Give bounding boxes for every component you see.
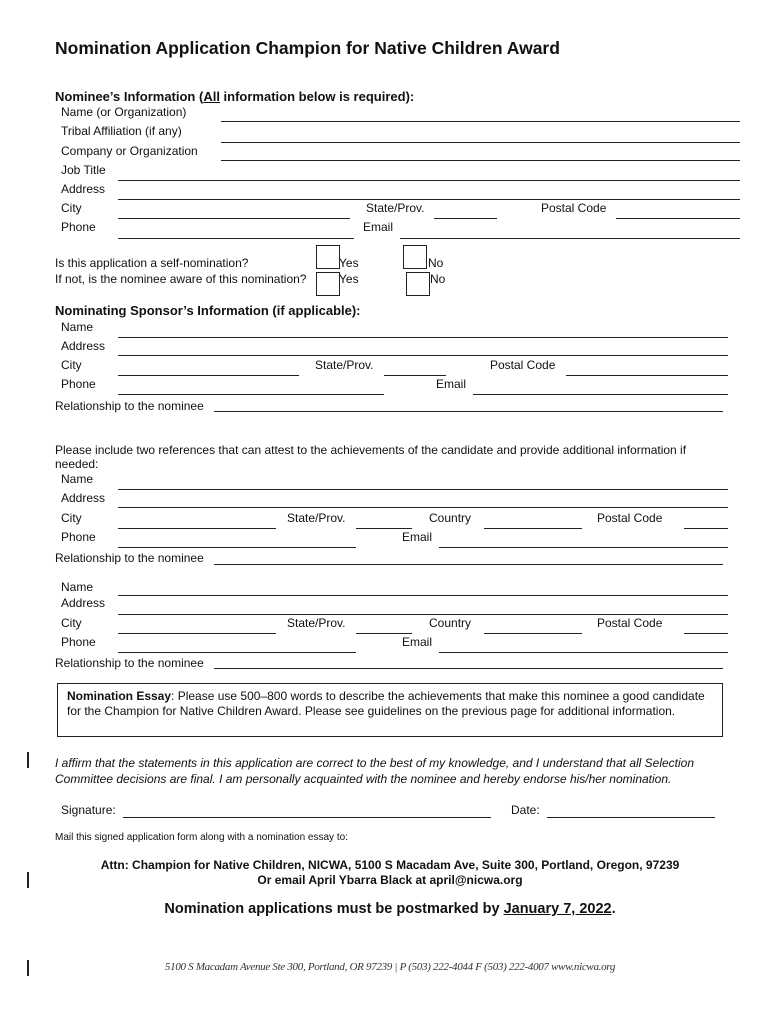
ref1-country-label: Country: [429, 511, 472, 525]
ref1-city-field[interactable]: [118, 528, 276, 529]
nominee-address-label: Address: [61, 182, 106, 196]
ref1-name-label: Name: [61, 472, 94, 486]
self-nomination-yes-label: Yes: [339, 256, 359, 270]
ref1-relationship-field[interactable]: [214, 564, 723, 565]
sponsor-name-field[interactable]: [118, 337, 728, 338]
sponsor-name-label: Name: [61, 320, 94, 334]
ref2-state-field[interactable]: [356, 633, 412, 634]
ref1-postal-field[interactable]: [684, 528, 728, 529]
essay-text: : Please use 500–800 words to describe the achievements that make this nominee a good candidate for the Champion for Native Children Award. Please see guidelines on the previous page for additional information.: [67, 689, 705, 718]
ref1-email-field[interactable]: [439, 547, 728, 548]
sponsor-city-field[interactable]: [118, 375, 299, 376]
sponsor-relationship-field[interactable]: [214, 411, 723, 412]
email-line: Or email April Ybarra Black at april@nicwa.org: [257, 873, 523, 887]
page-title: Nomination Application Champion for Native Children Award: [55, 38, 560, 58]
ref1-city-label: City: [61, 511, 82, 525]
date-label: Date:: [511, 803, 540, 817]
footer-contact: 5100 S Macadam Avenue Ste 300, Portland, OR 97239 | P (503) 222-4044 F (503) 222-4007 www.nicwa.org: [164, 961, 616, 973]
sponsor-state-label: State/Prov.: [315, 358, 374, 372]
self-nomination-no-label: No: [428, 256, 444, 270]
nominee-tribal-label: Tribal Affiliation (if any): [61, 124, 182, 138]
nominee-name-label: Name (or Organization): [61, 105, 187, 119]
sponsor-email-field[interactable]: [473, 394, 728, 395]
ref1-phone-field[interactable]: [118, 547, 356, 548]
nominee-job-field[interactable]: [118, 180, 740, 181]
ref2-name-label: Name: [61, 580, 94, 594]
ref1-phone-label: Phone: [61, 530, 96, 544]
margin-mark: [27, 960, 29, 976]
nominee-email-field[interactable]: [400, 238, 740, 239]
ref2-country-field[interactable]: [484, 633, 582, 634]
sponsor-postal-field[interactable]: [566, 375, 728, 376]
nominee-aware-yes-label: Yes: [339, 272, 359, 286]
self-nomination-question: Is this application a self-nomination?: [55, 256, 249, 270]
signature-field[interactable]: [123, 817, 491, 818]
ref1-country-field[interactable]: [484, 528, 582, 529]
ref2-address-label: Address: [61, 596, 106, 610]
sponsor-postal-label: Postal Code: [490, 358, 556, 372]
nominee-aware-no-checkbox[interactable]: [406, 272, 430, 296]
self-nomination-yes-checkbox[interactable]: [316, 245, 340, 269]
nominee-phone-field[interactable]: [118, 238, 354, 239]
nominee-city-field[interactable]: [118, 218, 350, 219]
mail-note: Mail this signed application form along with a nomination essay to:: [55, 832, 348, 843]
ref2-relationship-field[interactable]: [214, 668, 723, 669]
ref1-email-label: Email: [402, 530, 433, 544]
nominee-phone-label: Phone: [61, 220, 96, 234]
margin-mark: [27, 872, 29, 888]
ref2-phone-field[interactable]: [118, 652, 356, 653]
sponsor-email-label: Email: [436, 377, 467, 391]
nominee-company-field[interactable]: [221, 160, 740, 161]
nominee-address-field[interactable]: [118, 199, 740, 200]
nominee-job-label: Job Title: [61, 163, 106, 177]
self-nomination-no-checkbox[interactable]: [403, 245, 427, 269]
ref1-state-field[interactable]: [356, 528, 412, 529]
ref2-state-label: State/Prov.: [287, 616, 346, 630]
sponsor-relationship-label: Relationship to the nominee: [55, 399, 204, 413]
mailing-address: Attn: Champion for Native Children, NICWA, 5100 S Macadam Ave, Suite 300, Portland, Oregon, 97239: [100, 858, 680, 872]
nominee-heading: [55, 89, 414, 104]
ref1-postal-label: Postal Code: [597, 511, 663, 525]
sponsor-address-label: Address: [61, 339, 106, 353]
affirmation-statement: I affirm that the statements in this application are correct to the best of my knowledge, and I understand that all Selection Committee decisions are final. I am personally acquainted with the nominee and hereby endorse his/her nomination.: [55, 756, 695, 786]
ref1-state-label: State/Prov.: [287, 511, 346, 525]
deadline-notice: [40, 901, 740, 917]
sponsor-city-label: City: [61, 358, 82, 372]
nominee-email-label: Email: [363, 220, 394, 234]
ref2-name-field[interactable]: [118, 595, 728, 596]
deadline-post: .: [611, 901, 616, 917]
nominee-heading-pre: Nominee’s Information (: [55, 89, 204, 104]
sponsor-state-field[interactable]: [384, 375, 446, 376]
sponsor-heading: Nominating Sponsor’s Information (if applicable):: [55, 303, 361, 318]
ref2-phone-label: Phone: [61, 635, 96, 649]
nominee-name-field[interactable]: [221, 121, 740, 122]
ref2-email-label: Email: [402, 635, 433, 649]
ref2-city-field[interactable]: [118, 633, 276, 634]
deadline-date: January 7, 2022: [503, 901, 612, 917]
ref2-relationship-label: Relationship to the nominee: [55, 656, 204, 670]
nominee-state-label: State/Prov.: [366, 201, 425, 215]
ref2-postal-label: Postal Code: [597, 616, 663, 630]
nominee-state-field[interactable]: [434, 218, 497, 219]
signature-label: Signature:: [61, 803, 116, 817]
nomination-essay-box: [57, 683, 723, 737]
deadline-pre: Nomination applications must be postmarked by: [164, 901, 504, 917]
nominee-aware-question: If not, is the nominee aware of this nomination?: [55, 272, 307, 286]
nominee-company-label: Company or Organization: [61, 144, 198, 158]
sponsor-address-field[interactable]: [118, 355, 728, 356]
nominee-tribal-field[interactable]: [221, 142, 740, 143]
nominee-heading-all: All: [203, 89, 220, 104]
date-field[interactable]: [547, 817, 715, 818]
essay-label: Nomination Essay: [67, 689, 172, 703]
sponsor-phone-field[interactable]: [118, 394, 384, 395]
ref2-address-field[interactable]: [118, 614, 728, 615]
nominee-aware-no-label: No: [430, 272, 446, 286]
ref2-email-field[interactable]: [439, 652, 728, 653]
nominee-city-label: City: [61, 201, 82, 215]
nominee-heading-post: information below is required):: [219, 89, 415, 104]
nominee-aware-yes-checkbox[interactable]: [316, 272, 340, 296]
references-intro: Please include two references that can attest to the achievements of the candidate and provide additional information if needed:: [55, 443, 687, 471]
sponsor-phone-label: Phone: [61, 377, 96, 391]
ref1-relationship-label: Relationship to the nominee: [55, 551, 204, 565]
ref2-city-label: City: [61, 616, 82, 630]
ref1-address-label: Address: [61, 491, 106, 505]
ref2-country-label: Country: [429, 616, 472, 630]
nominee-postal-field[interactable]: [616, 218, 740, 219]
ref2-postal-field[interactable]: [684, 633, 728, 634]
ref1-name-field[interactable]: [118, 489, 728, 490]
ref1-address-field[interactable]: [118, 507, 728, 508]
margin-mark: [27, 752, 29, 768]
nominee-postal-label: Postal Code: [541, 201, 607, 215]
